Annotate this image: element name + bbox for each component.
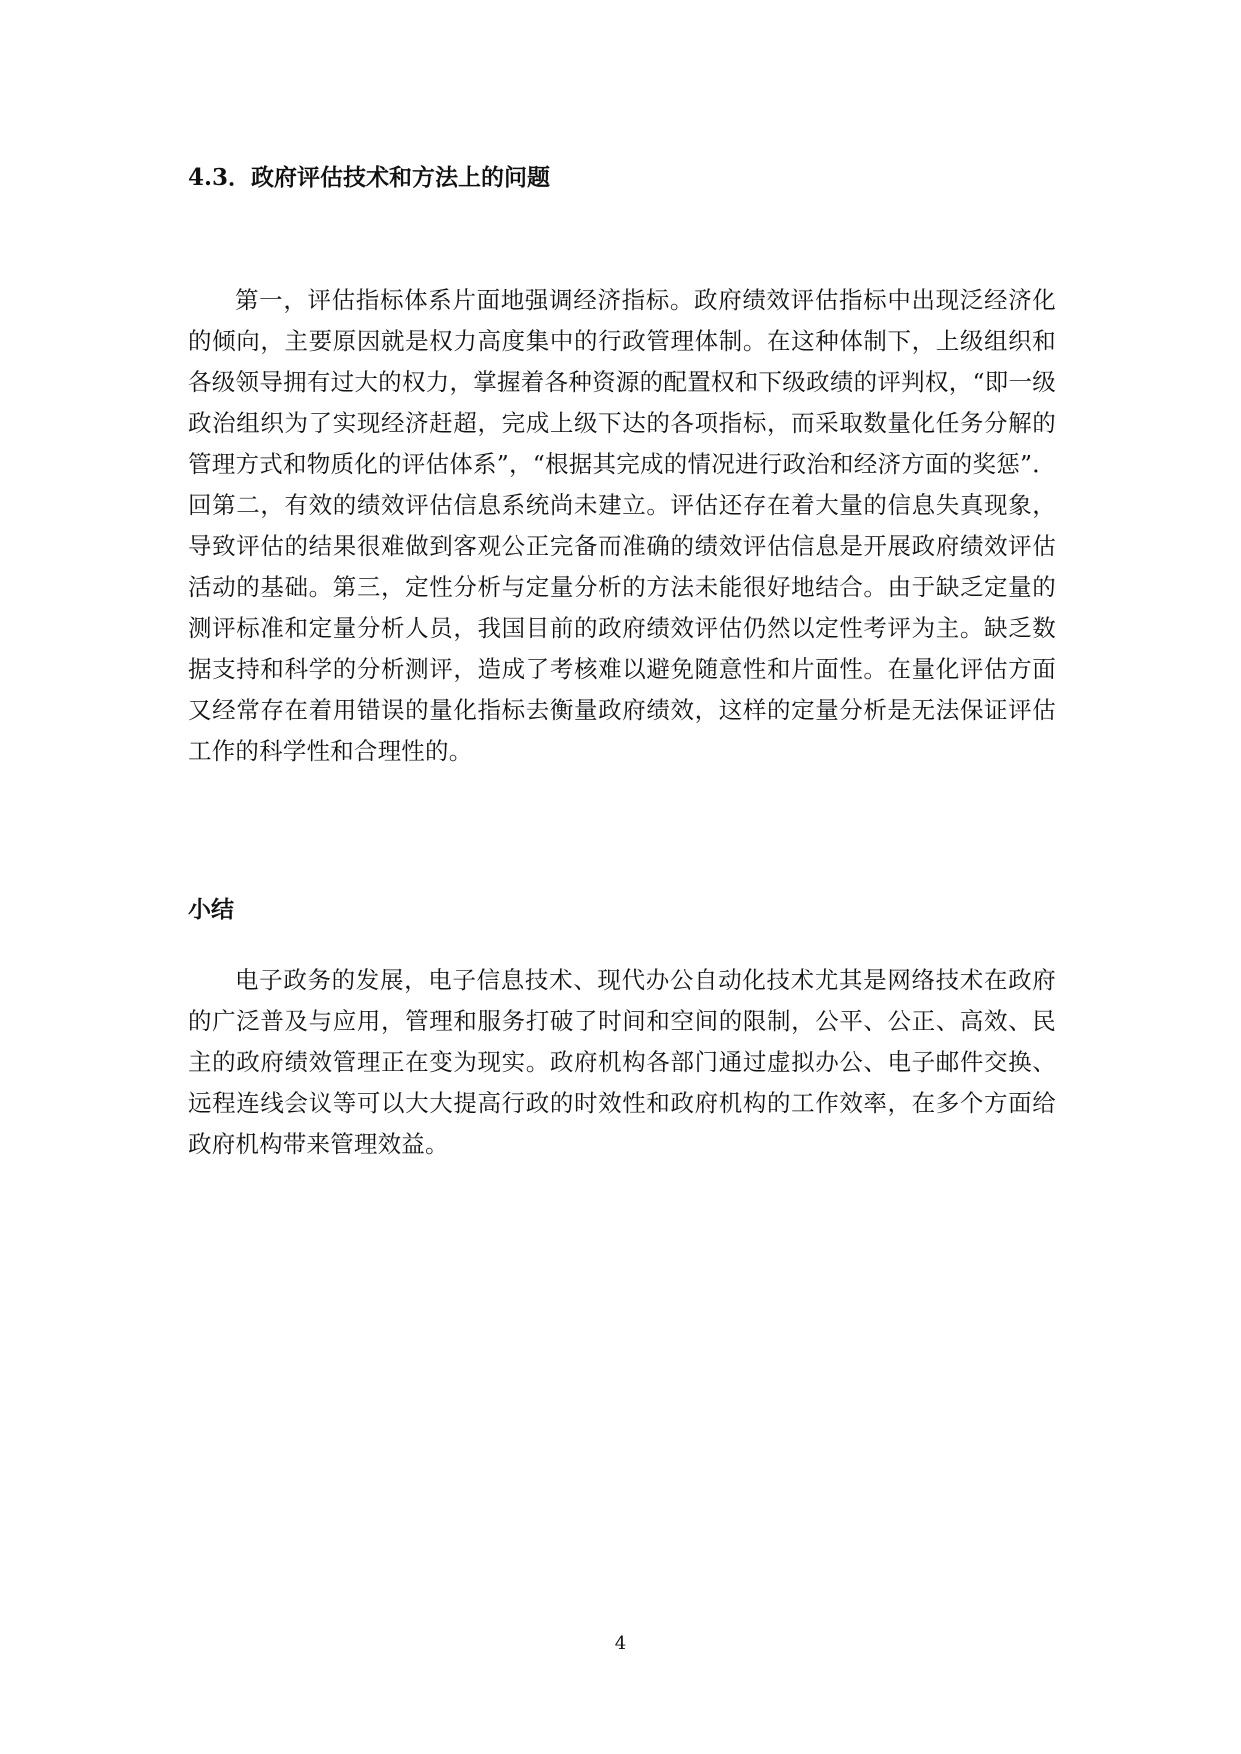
section-heading	[188, 163, 550, 193]
body-paragraph: 第一，评估指标体系片面地强调经济指标。政府绩效评估指标中出现泛经济化的倾向，主要原因就是权力高度集中的行政管理体制。在这种体制下，上级组织和各级领导拥有过大的权力，掌握着各种资源的配置权和下级政绩的评判权，“即一级政治组织为了实现经济赶超，完成上级下达的各项指标，而采取数量化任务分解的管理方式和物质化的评估体系”，“根据其完成的情况进行政治和经济方面的奖惩”．回第二，有效的绩效评估信息系统尚未建立。评估还存在着大量的信息失真现象，导致评估的结果很难做到客观公正完备而准确的绩效评估信息是开展政府绩效评估活动的基础。第三，定性分析与定量分析的方法未能很好地结合。由于缺乏定量的测评标准和定量分析人员，我国目前的政府绩效评估仍然以定性考评为主。缺乏数据支持和科学的分析测评，造成了考核难以避免随意性和片面性。在量化评估方面又经常存在着用错误的量化指标去衡量政府绩效，这样的定量分析是无法保证评估工作的科学性和合理性的。	[188, 286, 1056, 765]
summary-heading: 小结	[188, 896, 234, 923]
page-number: 4	[614, 1633, 627, 1654]
section-number: 4.3．	[188, 164, 252, 191]
summary-paragraph: 电子政务的发展，电子信息技术、现代办公自动化技术尤其是网络技术在政府的广泛普及与应用，管理和服务打破了时间和空间的限制，公平、公正、高效、民主的政府绩效管理正在变为现实。政府机构各部门通过虚拟办公、电子邮件交换、远程连线会议等可以大大提高行政的时效性和政府机构的工作效率，在多个方面给政府机构带来管理效益。	[188, 966, 1056, 1158]
section-title: 政府评估技术和方法上的问题	[251, 164, 551, 191]
